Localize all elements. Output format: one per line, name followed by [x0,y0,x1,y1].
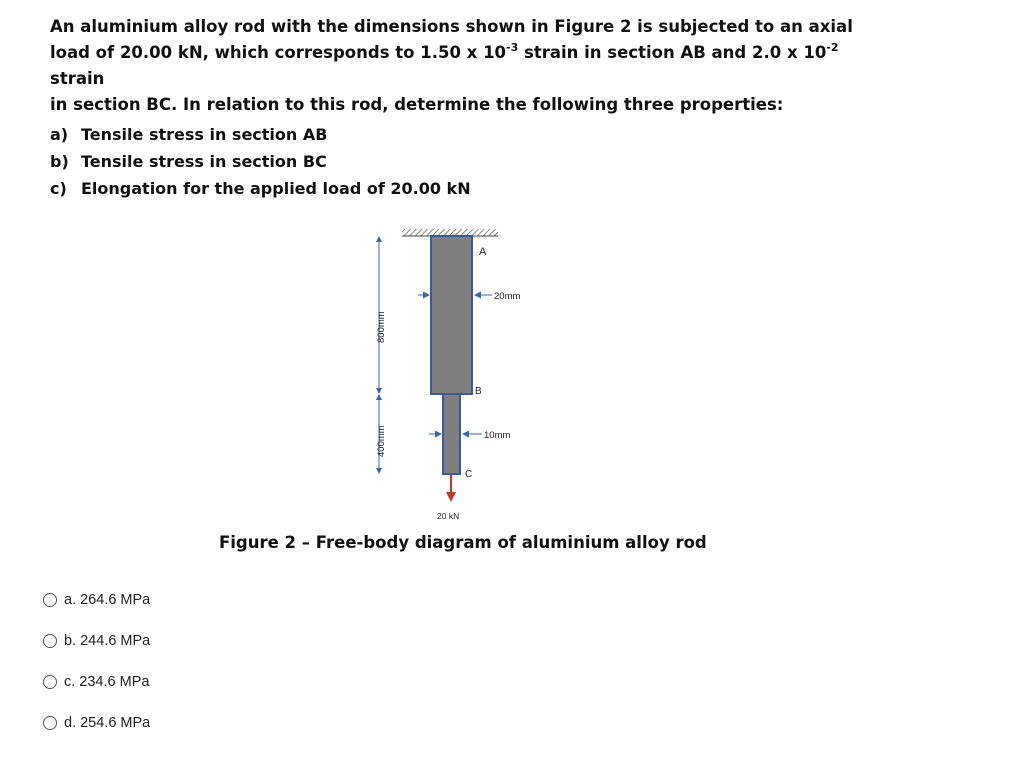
label-c: C [465,469,473,480]
radio-option-d[interactable] [43,716,57,730]
option-c[interactable] [43,672,150,692]
length-dim-bc-top-arrow [376,394,382,400]
option-d[interactable] [43,713,150,733]
rod-section-ab [431,236,472,394]
part-c [50,175,471,202]
length-dim-ab-top-arrow [376,236,382,242]
part-c-letter: c) [50,179,67,198]
load-arrow-head [446,492,456,502]
option-a-label: a. 264.6 MPa [64,592,151,608]
question-line-3: in section BC. In relation to this rod, determine the following three properties: [50,95,784,114]
label-b: B [475,386,482,397]
part-c-text: Elongation for the applied load of 20.00 kN [81,179,471,198]
question-parts-list [50,121,471,202]
length-dim-ab-bottom-arrow [376,388,382,394]
answer-options [43,590,150,754]
question-line-2 [50,40,839,88]
option-b[interactable] [43,631,150,651]
option-c-label: c. 234.6 MPa [64,674,150,690]
radio-option-b[interactable] [43,634,57,648]
option-d-label: d. 254.6 MPa [64,715,151,731]
part-b-text: Tensile stress in section BC [81,152,327,171]
load-label: 20 kN [437,511,460,521]
question-line-1: An aluminium alloy rod with the dimensions shown in Figure 2 is subjected to an axial [50,17,853,36]
length-dim-bc-bottom-arrow [376,468,382,474]
figure-caption: Figure 2 – Free-body diagram of aluminium alloy rod [219,533,707,552]
option-a[interactable] [43,590,150,610]
strain-bc-exponent: -2 [826,40,839,54]
rod-section-bc [443,394,460,474]
radio-option-a[interactable] [43,593,57,607]
radio-option-c[interactable] [43,675,57,689]
part-b [50,148,471,175]
question-text [50,14,860,118]
part-b-letter: b) [50,152,69,171]
fixed-support [402,229,498,236]
dim-ab-width: 20mm [494,291,521,302]
part-a [50,121,471,148]
question-line-2-end: strain [50,69,105,88]
strain-ab-exponent: -3 [506,40,519,54]
length-ab: 800mm [376,311,387,343]
dim-bc-width: 10mm [484,430,511,441]
option-b-label: b. 244.6 MPa [64,633,151,649]
question-line-2-start: load of 20.00 kN, which corresponds to 1.50 x 10 [50,43,507,62]
label-a: A [479,246,487,258]
question-line-2-middle: strain in section AB and 2.0 x 10 [518,43,827,62]
part-a-letter: a) [50,125,69,144]
length-bc: 400mm [376,425,387,457]
part-a-text: Tensile stress in section AB [81,125,328,144]
